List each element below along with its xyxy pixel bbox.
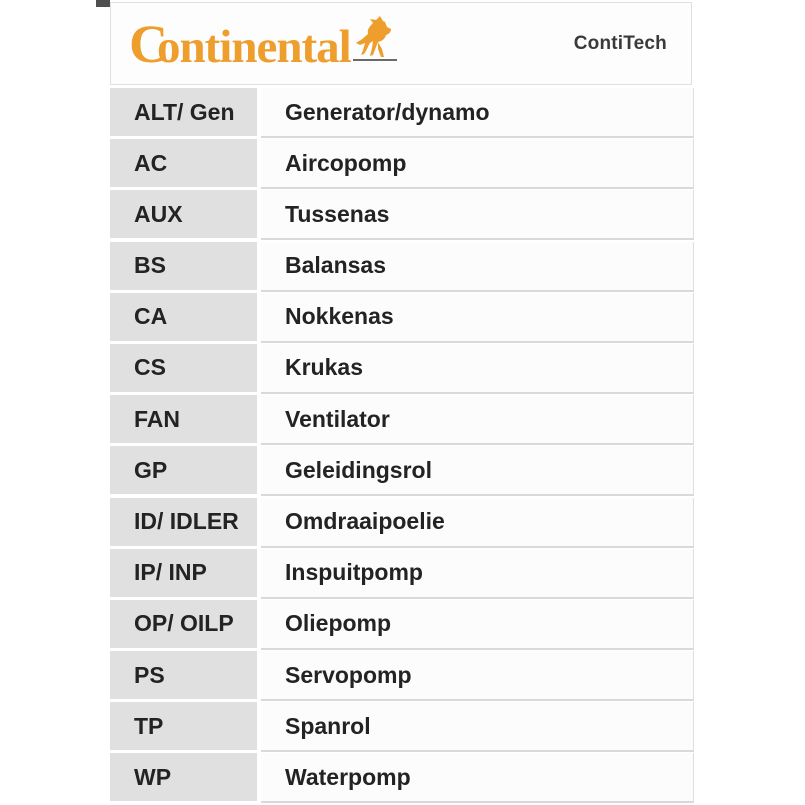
- description-label: Servopomp: [285, 661, 412, 688]
- description-cell: [261, 600, 694, 650]
- code-label: FAN: [134, 405, 180, 432]
- code-label: PS: [134, 661, 165, 688]
- description-label: Oliepomp: [285, 610, 392, 637]
- brand-logo: [129, 13, 395, 74]
- code-label: TP: [134, 712, 164, 739]
- code-cell: [110, 651, 257, 699]
- description-cell: [261, 139, 694, 189]
- code-label: AUX: [134, 200, 183, 227]
- description-label: Tussenas: [285, 200, 390, 227]
- code-cell: [110, 139, 257, 187]
- description-label: Krukas: [285, 354, 363, 381]
- description-label: Spanrol: [285, 712, 371, 739]
- code-label: CA: [134, 303, 168, 330]
- code-cell: [110, 549, 257, 597]
- description-label: Inspuitpomp: [285, 559, 423, 586]
- description-cell: [261, 702, 694, 752]
- code-cell: [110, 88, 257, 136]
- code-cell: [110, 242, 257, 290]
- contitech-label: ContiTech: [573, 32, 667, 54]
- description-cell: [261, 549, 694, 599]
- code-label: CS: [134, 354, 166, 381]
- code-cell: [110, 190, 257, 238]
- table-row: [110, 242, 694, 293]
- code-label: GP: [134, 456, 168, 483]
- table-row: [110, 293, 694, 344]
- table-row: [110, 549, 694, 600]
- abbreviation-table: [110, 88, 694, 805]
- description-cell: [261, 446, 694, 496]
- table-row: [110, 139, 694, 190]
- table-row: [110, 446, 694, 497]
- code-cell: [110, 753, 257, 801]
- code-cell: [110, 600, 257, 648]
- code-label: WP: [134, 763, 172, 790]
- code-label: ALT/ Gen: [134, 98, 235, 125]
- description-cell: [261, 344, 694, 394]
- code-label: BS: [134, 252, 166, 279]
- code-label: AC: [134, 149, 168, 176]
- code-label: IP/ INP: [134, 559, 207, 586]
- description-cell: [261, 88, 694, 138]
- table-row: [110, 702, 694, 753]
- table-row: [110, 190, 694, 241]
- description-label: Ventilator: [285, 405, 390, 432]
- description-label: Generator/dynamo: [285, 98, 490, 125]
- table-row: [110, 498, 694, 549]
- scan-artifact: [96, 0, 110, 7]
- description-cell: [261, 395, 694, 445]
- description-label: Aircopomp: [285, 149, 407, 176]
- brand-header: [110, 2, 692, 85]
- description-cell: [261, 651, 694, 701]
- table-row: [110, 753, 694, 804]
- brand-wordmark: [129, 13, 351, 74]
- rearing-horse-icon: [355, 13, 395, 67]
- table-row: [110, 651, 694, 702]
- horse-ground-line: [353, 59, 397, 61]
- brand-rest: ontinental: [157, 20, 351, 73]
- code-label: ID/ IDLER: [134, 508, 239, 534]
- code-cell: [110, 446, 257, 494]
- description-cell: [261, 753, 694, 803]
- description-label: Nokkenas: [285, 303, 394, 330]
- brand-initial: C: [129, 13, 167, 74]
- description-cell: [261, 242, 694, 292]
- description-label: Omdraaipoelie: [285, 508, 445, 534]
- table-row: [110, 88, 694, 139]
- description-cell: [261, 498, 694, 548]
- code-cell: [110, 395, 257, 443]
- description-label: Waterpomp: [285, 763, 411, 790]
- table-row: [110, 344, 694, 395]
- description-cell: [261, 293, 694, 343]
- description-cell: [261, 190, 694, 240]
- code-cell: [110, 498, 257, 546]
- code-label: OP/ OILP: [134, 610, 234, 637]
- description-label: Balansas: [285, 252, 387, 279]
- description-label: Geleidingsrol: [285, 456, 432, 483]
- code-cell: [110, 344, 257, 392]
- code-cell: [110, 293, 257, 341]
- table-row: [110, 600, 694, 651]
- code-cell: [110, 702, 257, 750]
- table-row: [110, 395, 694, 446]
